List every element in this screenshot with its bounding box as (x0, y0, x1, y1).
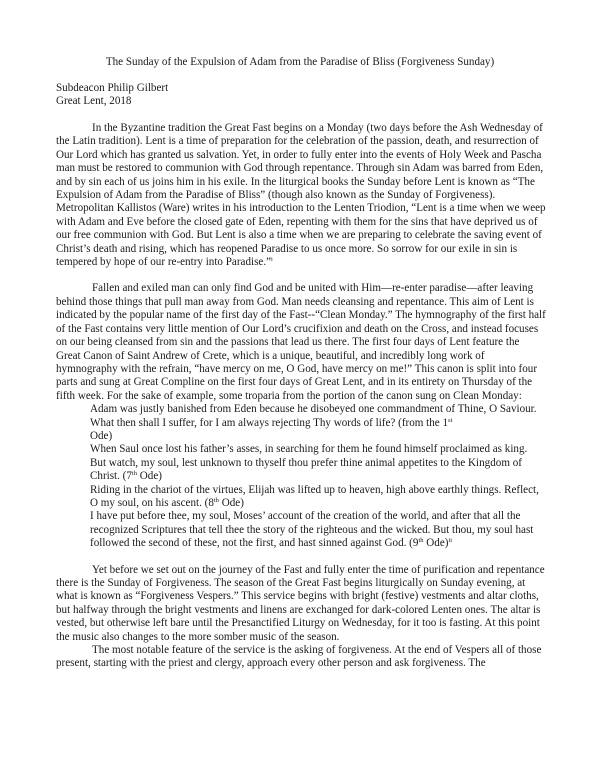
endnote-marker: ii (448, 537, 453, 545)
endnote-marker: i (271, 256, 273, 264)
troparion (90, 443, 546, 483)
byline (56, 82, 168, 109)
document-title: The Sunday of the Expulsion of Adam from the Paradise of Bliss (Forgiveness Sunday) (105, 56, 495, 68)
troparion (90, 510, 546, 550)
paragraph-gap (56, 551, 546, 564)
ode-ordinal: th (131, 470, 137, 478)
troparion-text: Adam was justly banished from Eden because he disobeyed one commandment of Thine, O Saviour. What then shall I suffer, for I am always rejecting Thy words of life? (from the 1 (90, 403, 537, 429)
troparion-text: Riding in the chariot of the virtues, Elijah was lifted up to heaven, high above earthly things. Reflect, O my soul, on his ascent. (8 (90, 483, 539, 509)
ode-label: Ode) (90, 429, 113, 442)
author-name: Subdeacon Philip Gilbert (56, 82, 169, 94)
document-body (56, 122, 546, 671)
ode-ordinal: st (448, 416, 453, 424)
troparion-text: I have put before thee, my soul, Moses’ account of the creation of the world, and after that all the recognized Scriptures that tell thee the story of the righteous and the wicked. But thou, my soul hast followed the second of these, not the first, and hast sinned against God. (9 (90, 510, 534, 550)
troparion-text: When Saul once lost his father’s asses, in searching for them he found himself proclaimed as king. But watch, my soul, lest unknown to thyself thou prefer thine animal appetites to the Kingdom of Christ. (7 (90, 443, 528, 483)
ode-ordinal: th (213, 496, 219, 504)
ode-ordinal: th (418, 537, 424, 545)
paragraph: The most notable feature of the service is the asking of forgiveness. At the end of Vespers all of those present, starting with the priest and clergy, approach every other person and ask forgiveness. The (56, 644, 542, 670)
paragraph: Fallen and exiled man can only find God and be united with Him—re-enter paradise—after leaving behind those things that pull man away from God. Man needs cleansing and repentance. This aim of Lent is indicated by the popular name of the first day of the Fast--“Clean Monday.” The hymnography of the first half of the Fast contains very little mention of Our Lord’s crucifixion and death on the Cross, and instead focuses on our being cleansed from sin and the passions that lead us there. The first four days of Lent feature the Great Canon of Saint Andrew of Crete, which is a unique, beautiful, and incredibly long work of hymnography with the refrain, “have mercy on me, O God, have mercy on me!” This canon is split into four parts and sung at Great Compline on the first four days of Great Lent, and in its entirety on Thursday of the fifth week. For the sake of example, some troparia from the portion of the canon sung on Clean Monday: (56, 282, 546, 402)
document-date: Great Lent, 2018 (56, 95, 132, 108)
ode-label: Ode) (423, 537, 449, 550)
paragraph (56, 122, 546, 269)
paragraph-gap (56, 269, 546, 282)
paragraph: Yet before we set out on the journey of the Fast and fully enter the time of purification and repentance there is the Sunday of Forgiveness. The season of the Great Fast begins liturgically on Sunday evening, at what is known as “Forgiveness Vespers.” This service begins with bright (festive) vestments and altar cloths, but halfway through the bright vestments and linens are exchanged for dark-colored Lenten ones. The altar is vested, but otherwise left bare until the Presanctified Liturgy on Wednesday, for it too is fasting. At this point the music also changes to the more somber music of the season. (56, 563, 545, 643)
troparion (90, 403, 546, 443)
paragraph-text: In the Byzantine tradition the Great Fast begins on a Monday (two days before the Ash Wednesday of the Latin tradition). Lent is a time of preparation for the celebration of the passion, death, and resurrection of Our Lord which has granted us salvation. Yet, in order to fully enter into the events of Holy Week and Pascha man must be restored to communion with God through repentance. Through sin Adam was barred from Eden, and by sin each of us joins him in his exile. In the liturgical books the Sunday before Lent is known as “The Expulsion of Adam from the Paradise of Bliss” (though also known as the Sunday of Forgiveness). Metropolitan Kallistos (Ware) writes in his introduction to the Lenten Triodion, “Lent is a time when we weep with Adam and Eve before the closed gate of Eden, repenting with them for the sins that have deprived us of our free communion with God. But Lent is also a time when we are preparing to celebrate the saving event of Christ’s death and rising, which has reopened Paradise to us once more. So sorrow for our exile in sin is tempered by hope of our re-entry into Paradise.” (56, 122, 546, 269)
troparia-block (90, 403, 546, 550)
ode-label: Ode) (136, 470, 162, 483)
troparion (90, 484, 546, 511)
ode-label: Ode) (218, 496, 244, 509)
